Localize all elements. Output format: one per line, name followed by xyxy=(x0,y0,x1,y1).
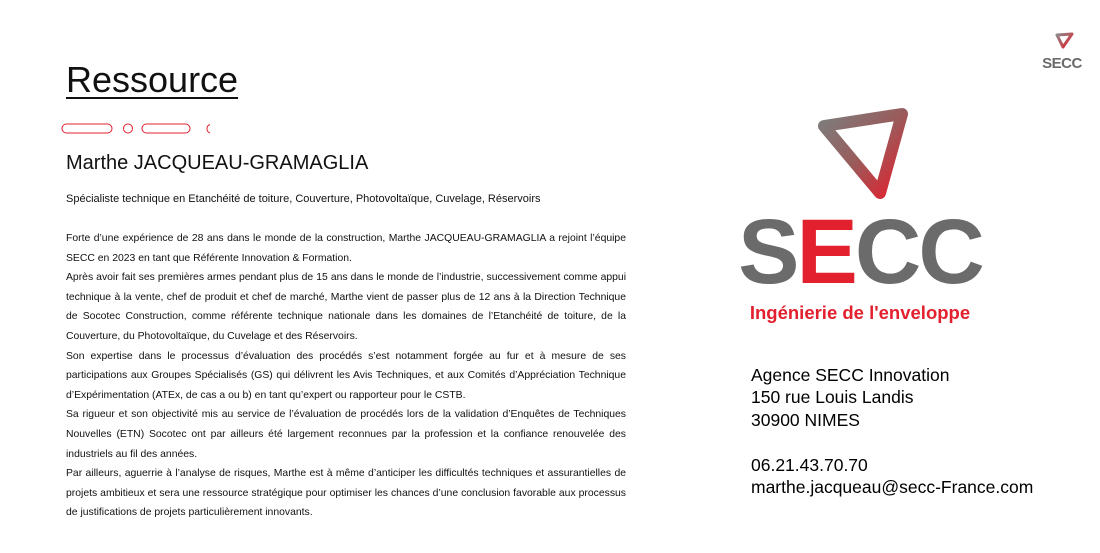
bio-paragraph: Par ailleurs, aguerrie à l’analyse de risques, Marthe est à même d’anticiper les difficultés techniques et assurantielles de projets ambitieux et sera une ressource stratégique pour optimiser les chances d’une conclusion favorable aux processus de justifications de projets particulièrement innovants. xyxy=(66,468,626,519)
phone-number[interactable]: 06.21.43.70.70 xyxy=(751,454,868,475)
city-address: 30900 NIMES xyxy=(751,409,860,430)
decorative-pill-shapes xyxy=(60,122,220,136)
page-title: Ressource xyxy=(66,59,239,100)
agency-name: Agence SECC Innovation xyxy=(751,365,950,385)
street-address: 150 rue Louis Landis xyxy=(751,387,914,408)
person-specialty: Spécialiste technique en Etanchéité de toiture, Couverture, Photovoltaïque, Cuvelage, Réservoirs xyxy=(66,193,541,205)
contact-block xyxy=(751,364,1033,498)
person-name: Marthe JACQUEAU-GRAMAGLIA xyxy=(66,152,369,174)
triangle-logo-mark xyxy=(1057,34,1072,47)
logo-brand-suffix: CC xyxy=(854,201,982,303)
secc-corner-logo xyxy=(1036,30,1088,74)
svg-text:SECC xyxy=(1042,55,1082,72)
bio-paragraph: Après avoir fait ses premières armes pendant plus de 15 ans dans le monde de l’industrie, successivement comme appui technique à la vente, chef de produit et chef de marché, Marthe vient de passer plus de 12 ans à la Direction Technique de Socotec Construction, comme référente technique nationale dans les domaines de l’Etanchéité de toiture, de la Couverture, du Photovoltaïque, du Cuvelage et des Réservoirs. xyxy=(66,272,626,342)
corner-logo-suffix: CC xyxy=(1061,55,1082,72)
logo-brand-prefix-e: E xyxy=(796,201,855,303)
logo-brand-prefix-s: S xyxy=(738,201,797,303)
bio-paragraph: Son expertise dans le processus d’évaluation des procédés s’est notamment forgée au fur et à mesure de ses participations aux Groupes Spécialisés (GS) qui délivrent les Avis Techniques, et aux Comités d’Appréciation Technique d’Expérimentation (ATEx, de cas a ou b) en tant qu’expert ou rapporteur pour le CSTB. xyxy=(66,350,626,401)
bio-paragraph: Sa rigueur et son objectivité mis au service de l’évaluation de procédés lors de la validation d’Enquêtes de Techniques Nouvelles (ETN) Socotec ont par ailleurs été largement reconnues par la profession et la confiance renouvelée des industriels au fil des années. xyxy=(66,409,626,460)
triangle-logo-mark xyxy=(824,114,902,193)
corner-logo-prefix: SE xyxy=(1042,55,1062,72)
biography xyxy=(66,229,626,523)
logo-tagline: Ingénierie de l'enveloppe xyxy=(749,302,971,323)
bio-paragraph: Forte d’une expérience de 28 ans dans le monde de la construction, Marthe JACQUEAU-GRAMAGLIA a rejoint l’équipe SECC en 2023 en tant que Référente Innovation & Formation. xyxy=(66,233,626,264)
email-address[interactable]: marthe.jacqueau@secc-France.com xyxy=(751,477,1034,498)
svg-text:SECC xyxy=(738,201,982,303)
secc-main-logo xyxy=(728,96,992,334)
